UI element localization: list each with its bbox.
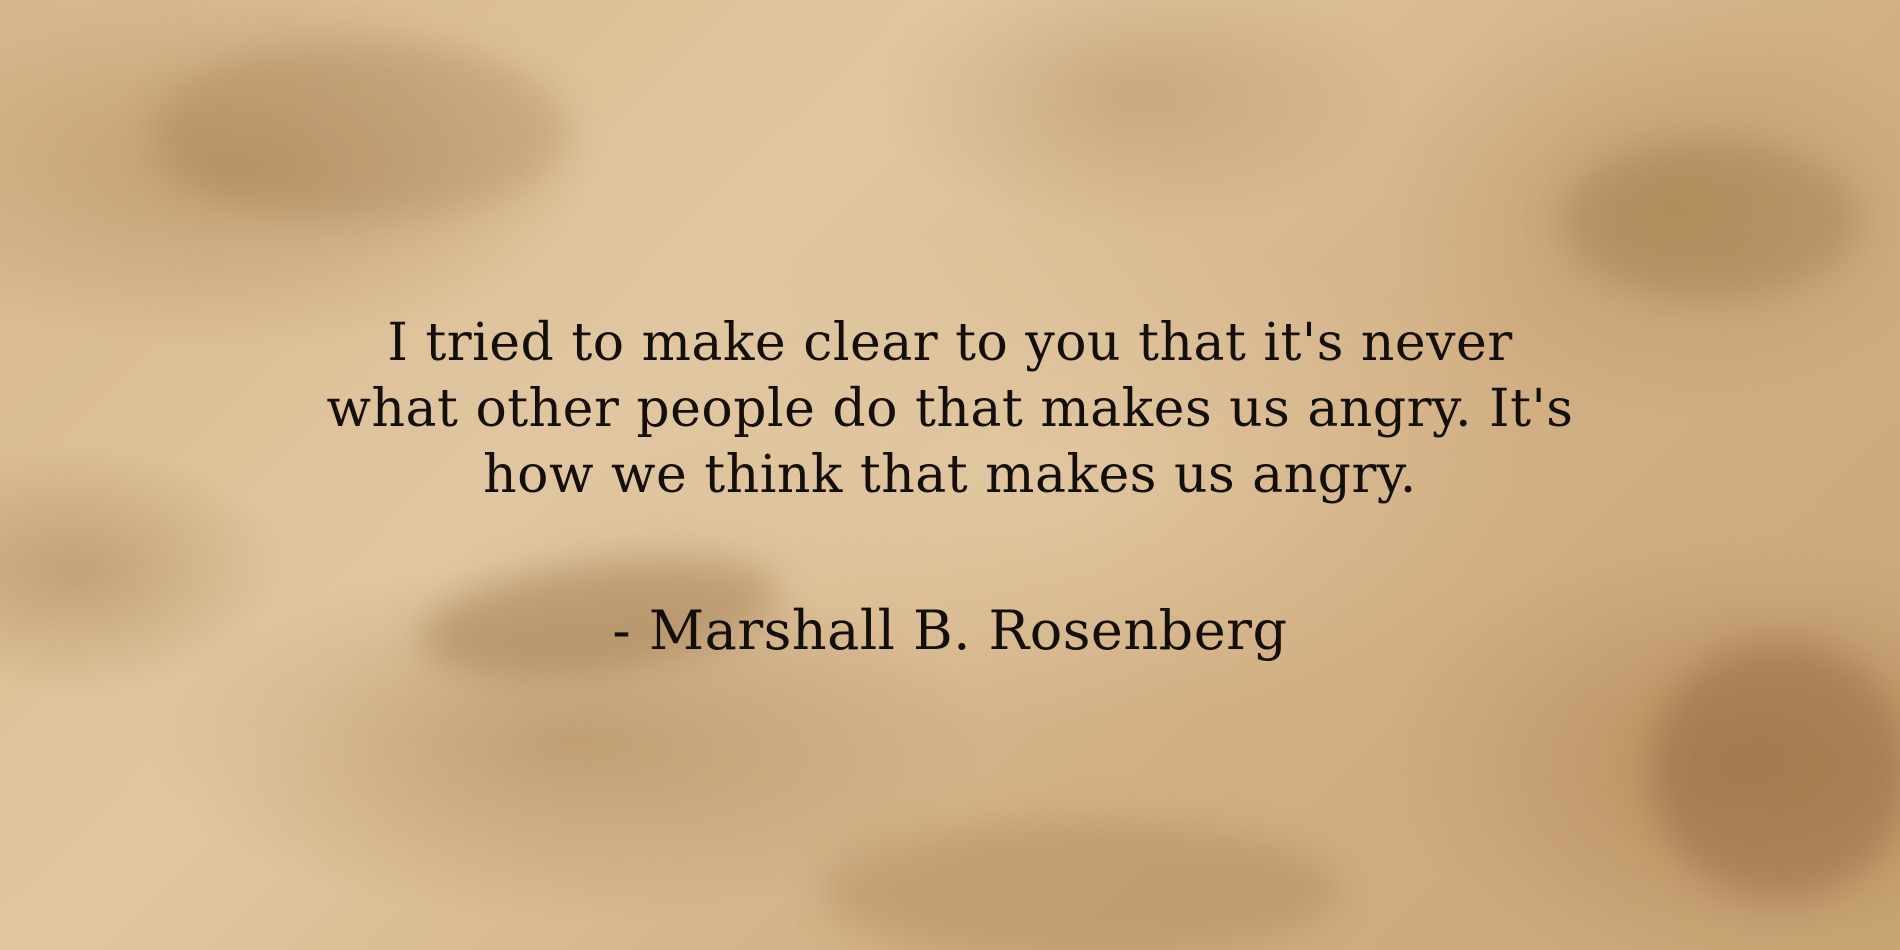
quote-text	[0, 310, 1900, 508]
quote-line-2: what other people do that makes us angry. It's	[326, 379, 1574, 439]
stain-decoration	[150, 40, 570, 220]
stain-decoration	[820, 820, 1340, 950]
stain-decoration	[1560, 140, 1860, 300]
quote-line-3: how we think that makes us angry.	[483, 445, 1417, 505]
stain-decoration	[1650, 640, 1900, 900]
quote-line-1: I tried to make clear to you that it's never	[387, 313, 1513, 373]
quote-author: - Marshall B. Rosenberg	[612, 599, 1288, 662]
